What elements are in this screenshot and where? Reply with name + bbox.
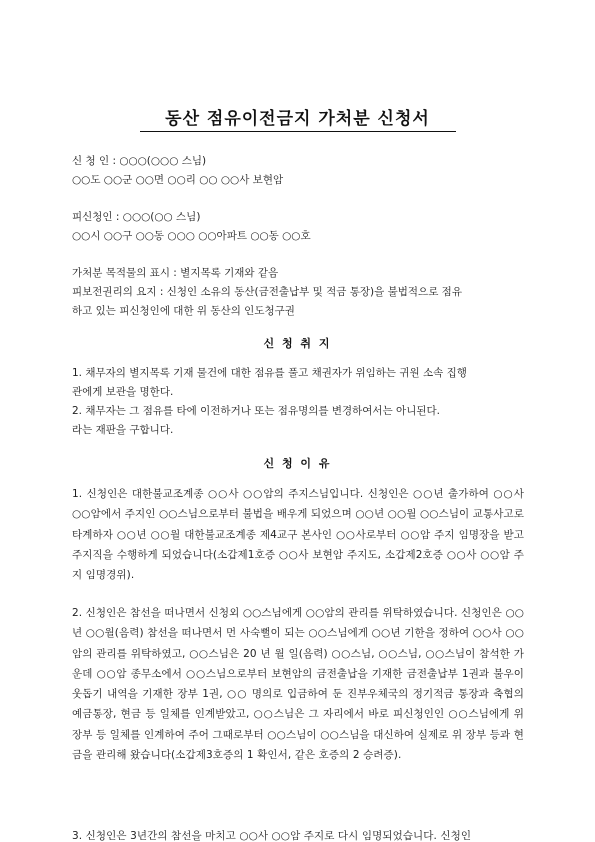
reason-paragraph-2: 2. 신청인은 참선을 떠나면서 신청외 ○○스님에게 ○○암의 관리를 위탁하였습니다. 신청인은 ○○년 ○○월(음력) 참선을 떠나면서 먼 사숙뻘이 되는 ○○스님에게 ○○년 기한을 정하여 ○○사 ○○암의 관리를 위탁하였고, ○○스님은 20 년 월 일(음력) ○○스님, ○○스님, ○○스님이 참석한 가운데 ○○암 종무소에서 ○○스님으로부터 보현암의 금전출납을 기재한 금전출납부 1권과 불우이웃돕기 내역을 기재한 장부 1권, ○○ 명의로 입금하여 둔 진부우체국의 정기적금 통장과 축협의 예금통장, 현금 등 일체를 인계받았고, ○○스님은 그 자리에서 바로 피신청인인 ○○스님에게 위 장부 등 일체를 인계하여 주어 그때로부터 ○○스님이 ○○스님을 대신하여 실제로 위 장부 등과 현금을 관리해 왔습니다(소갑제3호증의 1 확인서, 같은 호증의 2 승려증). [72, 607, 524, 762]
applicant-name: 신 청 인 : ○○○(○○○ 스님) [72, 155, 207, 167]
respondent-address: ○○시 ○○구 ○○동 ○○○ ○○아파트 ○○동 ○○호 [72, 230, 311, 242]
respondent-name: 피신청인 : ○○○(○○ 스님) [72, 211, 201, 223]
reasons-heading: 신 청 이 유 [263, 457, 332, 470]
purpose-item-1-line-2: 관에게 보관을 명한다. [72, 386, 174, 398]
reason-paragraph-3: 3. 신청인은 3년간의 참선을 마치고 ○○사 ○○암 주지로 다시 임명되었습니다. 신청인 [72, 830, 472, 842]
document-title: 동산 점유이전금지 가처분 신청서 [165, 109, 430, 129]
purpose-item-2: 2. 채무자는 그 점유를 타에 이전하거나 또는 점유명의를 변경하여서는 아니된다. [72, 405, 440, 417]
purpose-heading: 신 청 취 지 [263, 337, 332, 350]
applicant-address: ○○도 ○○군 ○○면 ○○리 ○○ ○○사 보현암 [72, 174, 284, 186]
purpose-item-1-line-1: 1. 채무자의 별지목록 기재 물건에 대한 점유를 풀고 채권자가 위임하는 귀원 소속 집행 [72, 367, 467, 379]
reason-paragraph-1: 1. 신청인은 대한불교조계종 ○○사 ○○암의 주지스님입니다. 신청인은 ○○년 출가하여 ○○사 ○○암에서 주지인 ○○스님으로부터 불법을 배우게 되었으며 ○○년 ○○월 ○○스님이 교통사고로 타계하자 ○○년 ○○월 대한불교조계종 제4교구 본사인 ○○사로부터 ○○암 주지 임명장을 받고 주지직을 수행하게 되었습니다(소갑제1호증 ○○사 보현암 주지도, 소갑제2호증 ○○사 ○○암 주지 임명경위). [72, 488, 524, 582]
title-underline [140, 131, 456, 132]
purpose-closing: 라는 재판을 구합니다. [72, 424, 174, 436]
object-statement: 가처분 목적물의 표시 : 별지목록 기재와 같음 [72, 267, 279, 279]
protected-right-line-1: 피보전권리의 요지 : 신청인 소유의 동산(금전출납부 및 적금 통장)을 불법적으로 점유 [72, 286, 462, 298]
protected-right-line-2: 하고 있는 피신청인에 대한 위 동산의 인도청구권 [72, 305, 295, 317]
